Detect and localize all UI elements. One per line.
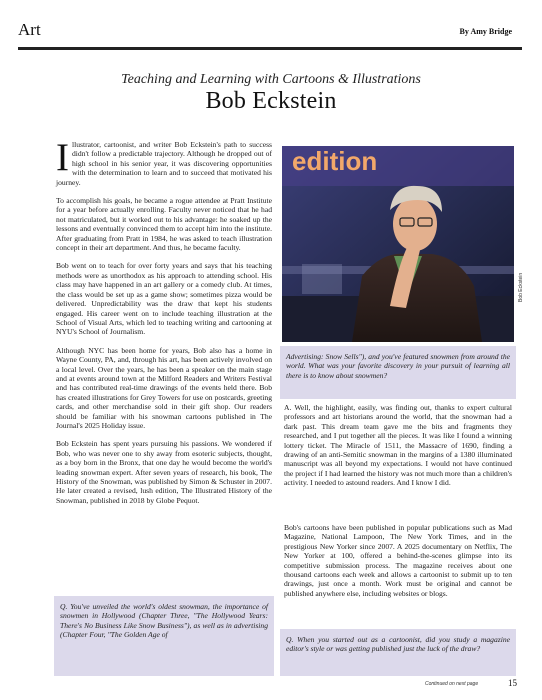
- paragraph-2: To accomplish his goals, he became a rogue attendee at Pratt Institute for a year before actually enrolling. Faculty never noticed that he had not matriculated, but it worked out to his advantage: he soaked up the lessons and eventually convinced them to accept him into the institute. After graduating from Pratt in 1984, he was asked to teach illustration concept in their art department. And thus, he became faculty.: [56, 196, 272, 253]
- question-box-1: Q. You've unveiled the world's oldest snowman, the importance of snowmen in Hollywood (Chapter Three, "The Hollywood Years: There's No Business Like Snow Business"), as well as in advertising (Chapter Four, "The Golden Age of: [54, 596, 274, 676]
- section-label: Art: [18, 20, 41, 39]
- paragraph-6: Bob's cartoons have been published in popular publications such as Mad Magazine, National Lampoon, The New York Times, and in the prestigious New Yorker since 2007. A 2025 documentary on Netflix, The New Yorker at 100, offered a behind-the-scenes glimpse into its competitive submission process. The magazine receives about one thousand cartoons each week and allows a cartoonist to submit up to ten drawings, just once a month. Work must be original and cannot be published anywhere else, including websites or blogs.: [284, 523, 512, 598]
- paragraph-5: Bob Eckstein has spent years pursuing his passions. We wondered if Bob, who was never one to shy away from esoteric subjects, thought, as a boy born in the Bronx, that one day he would become the world's leading snowman expert. After seven years of research, his book, The History of the Snowman, was published by Simon & Schuster in 2007. He later created a revised, lush edition, The Illustrated History of the Snowman, published in 2018 by Globe Pequot.: [56, 439, 272, 505]
- question-box-1-continued: Advertising: Snow Sells"), and you've featured snowmen from around the world. What was your favorite discovery in your pursuit of learning all there is to know about snowmen?: [280, 346, 516, 399]
- byline: By Amy Bridge: [459, 27, 512, 36]
- answer-1: A. Well, the highlight, easily, was finding out, thanks to expert cultural professors and art historians around the world, that the snowman had a dark past. This dream team gave me the bits and fragments they researched, and I put together all the pieces. It was like I found a winning lottery ticket. The Miracle of 1511, the Massacre of 1690, finding a drawing of an anti-Semitic snowman in the margins of a 1380 illuminated manuscript was all beyond my expectations. I would not have continued the project if I had learned the history was not much more than a children's activity. I needed to astound readers. And I know I did.: [284, 403, 512, 488]
- article-kicker: Teaching and Learning with Cartoons & Illustrations: [121, 72, 421, 87]
- page-number: 15: [508, 678, 517, 688]
- article-title: Bob Eckstein: [205, 88, 337, 114]
- intro-text: llustrator, cartoonist, and writer Bob Eckstein's path to success didn't follow a predictable trajectory. Although he dropped out of high school in his senior year, it was discovering opportunities with the determination to learn and to succeed that motivated his journey.: [56, 140, 272, 187]
- paragraph-3: Bob went on to teach for over forty years and says that his teaching methods were as unorthodox as his approach to attending school. His class may have happened in an art gallery or a comedy club. At times, the class would be set up as a game show; sometimes pizza would be delivered. Unpredictability was the draw that kept his students engaged. His career went on to include teaching illustration at the School of Visual Arts, which led to teaching writing and cartooning at NYU's School of Journalism.: [56, 261, 272, 337]
- question-box-2: Q. When you started out as a cartoonist, did you study a magazine editor's style or was getting published just the luck of the draw?: [280, 629, 516, 676]
- left-column: [56, 136, 272, 514]
- photo-credit: Bob Eckstein: [518, 272, 524, 302]
- continued-note: Continued on next page: [425, 681, 479, 687]
- header-rule: [18, 47, 522, 50]
- right-column-answer: [284, 403, 512, 497]
- paragraph-4: Although NYC has been home for years, Bob also has a home in Wayne County, PA, and, through his art, has been actively involved on a local level. Over the years, he has been a speaker on the main stage and at events around town at the Milford Readers and Writers Festival and has contributed real-time drawings of the events held there. Bob has created illustrations for Grey Towers for use on postcards, greeting cards, and other merchandise sold in their gift shop. Our readers should be familiar with his snowman cartoons published in The Journal's 2025 Holiday issue.: [56, 345, 272, 430]
- photo-overlay-text: edition: [292, 146, 378, 176]
- drop-cap: I: [56, 136, 69, 179]
- intro-paragraph: [56, 136, 272, 187]
- portrait-photo: [282, 146, 514, 342]
- right-column-body: [284, 523, 512, 607]
- portrait-illustration: [282, 146, 514, 342]
